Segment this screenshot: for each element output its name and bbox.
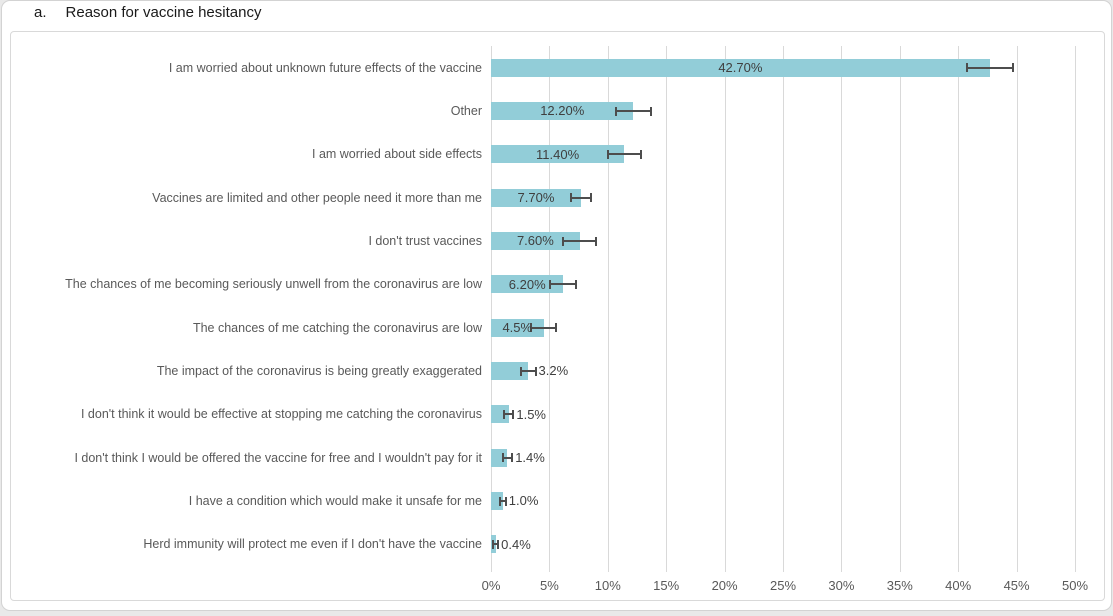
x-tick-label: 30% xyxy=(828,578,855,593)
value-label: 3.2% xyxy=(538,363,569,379)
error-bar-cap-right xyxy=(555,323,557,332)
title-text: Reason for vaccine hesitancy xyxy=(65,4,262,21)
category-label: I have a condition which would make it unsafe for me xyxy=(188,493,482,508)
x-tick-label: 25% xyxy=(769,578,797,593)
value-label: 0.4% xyxy=(501,536,531,552)
error-bar-cap-left xyxy=(502,453,504,462)
error-bar-cap-left xyxy=(492,540,494,549)
error-bar-cap-left xyxy=(520,367,522,376)
error-bar-cap-right xyxy=(650,107,652,116)
error-bar xyxy=(502,453,514,462)
category-label: I am worried about unknown future effects of the vaccine xyxy=(168,60,482,75)
error-bar-cap-right xyxy=(505,497,507,506)
error-bar-cap-right xyxy=(590,193,592,202)
value-label: 6.20% xyxy=(508,276,546,292)
gridline xyxy=(666,46,667,572)
value-label: 11.40% xyxy=(536,146,580,162)
category-label: The impact of the coronavirus is being greatly exaggerated xyxy=(156,363,482,378)
x-tick-label: 5% xyxy=(539,578,559,593)
error-bar-cap-right xyxy=(497,540,499,549)
x-tick-label: 40% xyxy=(945,578,972,593)
value-label: 42.70% xyxy=(718,60,763,76)
x-tick-label: 50% xyxy=(1061,578,1089,593)
error-bar-cap-right xyxy=(640,150,642,159)
value-label: 1.5% xyxy=(516,406,546,422)
error-bar-cap-left xyxy=(499,497,501,506)
gridline xyxy=(900,46,901,572)
gridline xyxy=(783,46,784,572)
x-tick-label: 20% xyxy=(711,578,738,593)
chart-area xyxy=(10,31,1105,601)
error-bar xyxy=(503,410,515,419)
value-label: 7.70% xyxy=(517,190,555,206)
value-label: 1.4% xyxy=(515,450,545,466)
value-label: 12.20% xyxy=(540,103,585,119)
gridline xyxy=(841,46,842,572)
error-bar-cap-left xyxy=(503,410,505,419)
category-label: I don't think it would be effective at stopping me catching the coronavirus xyxy=(80,407,482,422)
error-bar-cap-right xyxy=(511,453,513,462)
x-tick-label: 0% xyxy=(481,578,501,593)
error-bar xyxy=(499,497,507,506)
x-tick-label: 45% xyxy=(1003,578,1030,593)
error-bar-cap-right xyxy=(575,280,577,289)
x-tick-label: 10% xyxy=(594,578,621,593)
category-label: The chances of me catching the coronavirus are low xyxy=(192,320,482,335)
value-label: 1.0% xyxy=(508,493,539,509)
page-title xyxy=(34,4,261,21)
value-label: 4.5% xyxy=(502,320,533,336)
error-bar xyxy=(520,367,536,376)
category-label: I don't think I would be offered the vaccine for free and I wouldn't pay for it xyxy=(74,450,482,465)
error-bar xyxy=(492,540,499,549)
gridline xyxy=(725,46,726,572)
category-label: Other xyxy=(450,103,482,118)
x-tick-label: 15% xyxy=(653,578,680,593)
gridline xyxy=(958,46,959,572)
category-label: I am worried about side effects xyxy=(312,147,482,162)
gridline xyxy=(1017,46,1018,572)
x-tick-label: 35% xyxy=(886,578,913,593)
category-label: I don't trust vaccines xyxy=(368,233,482,248)
value-label: 7.60% xyxy=(516,233,554,249)
error-bar-cap-right xyxy=(595,237,597,246)
title-prefix: a. xyxy=(34,4,47,21)
category-label: Herd immunity will protect me even if I don't have the vaccine xyxy=(143,537,482,552)
error-bar-cap-right xyxy=(512,410,514,419)
error-bar-cap-right xyxy=(1012,63,1014,72)
category-label: Vaccines are limited and other people need it more than me xyxy=(152,190,482,205)
category-label: The chances of me becoming seriously unwell from the coronavirus are low xyxy=(65,277,482,292)
chart-card xyxy=(1,0,1112,611)
gridline xyxy=(1075,46,1076,572)
error-bar-cap-right xyxy=(535,367,537,376)
